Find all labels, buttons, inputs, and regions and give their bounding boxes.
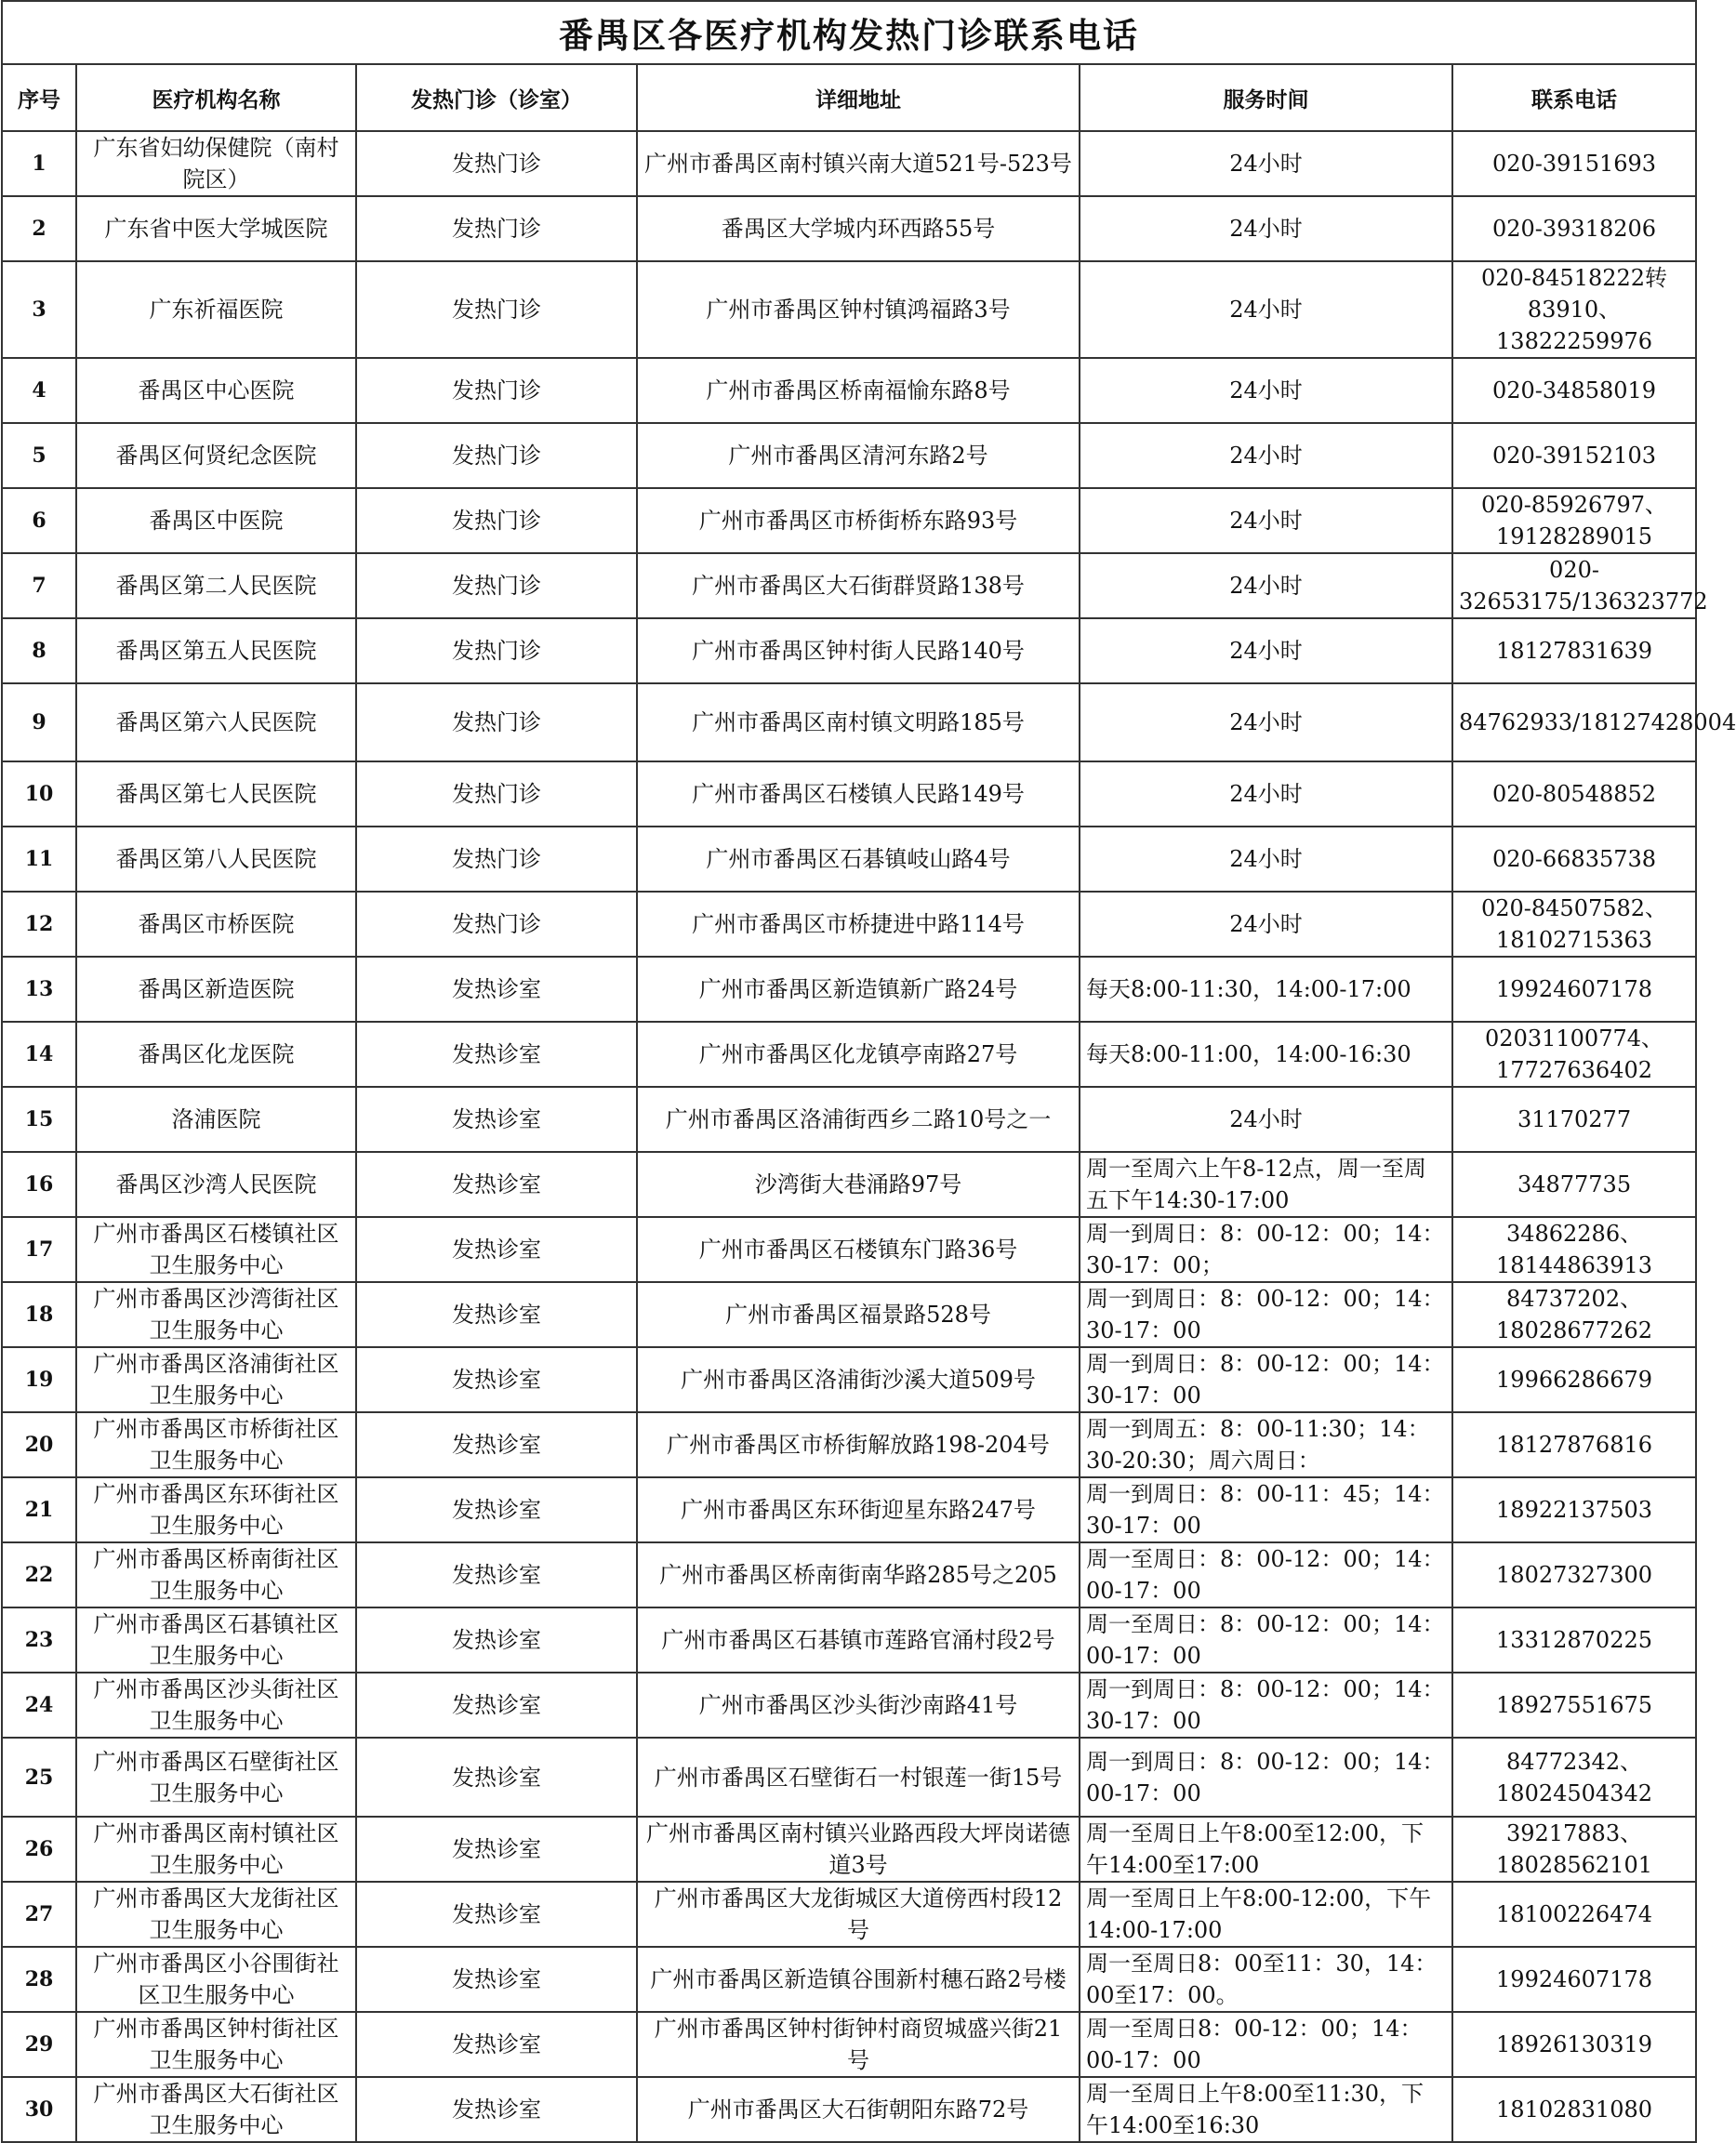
table-row	[2, 358, 1696, 423]
cell-address: 广州市番禺区新造镇谷围新村穗石路2号楼	[637, 1947, 1080, 2012]
column-header-hours: 服务时间	[1080, 64, 1452, 131]
table-row	[2, 1347, 1696, 1412]
cell-address: 广州市番禺区石楼镇人民路149号	[637, 761, 1080, 827]
cell-hours: 周一到周日：8：00-12：00；14：30-17：00；	[1080, 1217, 1452, 1282]
cell-name: 广州市番禺区小谷围街社区卫生服务中心	[76, 1947, 356, 2012]
cell-name: 广州市番禺区洛浦街社区卫生服务中心	[76, 1347, 356, 1412]
column-header-address: 详细地址	[637, 64, 1080, 131]
cell-no: 11	[2, 827, 76, 892]
table-row	[2, 553, 1696, 618]
cell-phone: 34877735	[1452, 1152, 1696, 1217]
table-row	[2, 1947, 1696, 2012]
table-row	[2, 957, 1696, 1022]
cell-phone: 020-66835738	[1452, 827, 1696, 892]
table-row	[2, 131, 1696, 196]
cell-phone: 19966286679	[1452, 1347, 1696, 1412]
cell-no: 3	[2, 261, 76, 358]
cell-hours: 周一至周日：8：00-12：00；14：00-17：00	[1080, 1607, 1452, 1673]
cell-phone: 31170277	[1452, 1087, 1696, 1152]
cell-no: 29	[2, 2012, 76, 2077]
cell-no: 27	[2, 1882, 76, 1947]
cell-no: 17	[2, 1217, 76, 1282]
cell-name: 广州市番禺区石壁街社区卫生服务中心	[76, 1738, 356, 1817]
cell-clinic: 发热诊室	[356, 1882, 637, 1947]
cell-clinic: 发热诊室	[356, 1217, 637, 1282]
cell-name: 广州市番禺区石碁镇社区卫生服务中心	[76, 1607, 356, 1673]
cell-phone: 18127831639	[1452, 618, 1696, 683]
cell-no: 9	[2, 683, 76, 761]
cell-name: 广东省中医大学城医院	[76, 196, 356, 261]
cell-clinic: 发热诊室	[356, 1087, 637, 1152]
cell-clinic: 发热诊室	[356, 1738, 637, 1817]
table-row	[2, 1282, 1696, 1347]
cell-clinic: 发热门诊	[356, 423, 637, 488]
cell-no: 6	[2, 488, 76, 553]
column-header-phone: 联系电话	[1452, 64, 1696, 131]
fever-clinic-table	[1, 0, 1736, 2143]
cell-address: 广州市番禺区钟村镇鸿福路3号	[637, 261, 1080, 358]
cell-address: 广州市番禺区新造镇新广路24号	[637, 957, 1080, 1022]
cell-hours: 每天8:00-11:30，14:00-17:00	[1080, 957, 1452, 1022]
cell-no: 16	[2, 1152, 76, 1217]
column-header-clinic: 发热门诊（诊室）	[356, 64, 637, 131]
cell-phone: 020-39152103	[1452, 423, 1696, 488]
cell-hours: 24小时	[1080, 618, 1452, 683]
cell-address: 广州市番禺区市桥捷进中路114号	[637, 892, 1080, 957]
cell-hours: 周一至周日8：00-12：00；14：00-17：00	[1080, 2012, 1452, 2077]
cell-no: 10	[2, 761, 76, 827]
cell-address: 广州市番禺区南村镇文明路185号	[637, 683, 1080, 761]
cell-hours: 24小时	[1080, 761, 1452, 827]
cell-hours: 周一到周日：8：00-12：00；14：00-17：00	[1080, 1738, 1452, 1817]
cell-no: 24	[2, 1673, 76, 1738]
cell-clinic: 发热诊室	[356, 1607, 637, 1673]
cell-name: 番禺区第七人民医院	[76, 761, 356, 827]
cell-address: 广州市番禺区大石街群贤路138号	[637, 553, 1080, 618]
table-row	[2, 1412, 1696, 1477]
cell-no: 4	[2, 358, 76, 423]
cell-no: 26	[2, 1817, 76, 1882]
cell-hours: 24小时	[1080, 827, 1452, 892]
cell-clinic: 发热门诊	[356, 827, 637, 892]
cell-name: 番禺区第六人民医院	[76, 683, 356, 761]
cell-hours: 24小时	[1080, 892, 1452, 957]
cell-hours: 周一到周日：8：00-12：00；14：30-17：00	[1080, 1282, 1452, 1347]
cell-name: 番禺区中心医院	[76, 358, 356, 423]
table-row	[2, 488, 1696, 553]
cell-name: 广州市番禺区沙头街社区卫生服务中心	[76, 1673, 356, 1738]
cell-name: 广州市番禺区东环街社区卫生服务中心	[76, 1477, 356, 1542]
cell-address: 广州市番禺区石楼镇东门路36号	[637, 1217, 1080, 1282]
cell-phone: 020-39151693	[1452, 131, 1696, 196]
table-row	[2, 827, 1696, 892]
table-row	[2, 196, 1696, 261]
cell-address: 广州市番禺区洛浦街西乡二路10号之一	[637, 1087, 1080, 1152]
cell-address: 广州市番禺区钟村街人民路140号	[637, 618, 1080, 683]
table-body	[2, 131, 1736, 2142]
cell-clinic: 发热诊室	[356, 1347, 637, 1412]
cell-phone: 84737202、18028677262	[1452, 1282, 1696, 1347]
cell-clinic: 发热门诊	[356, 683, 637, 761]
cell-name: 广州市番禺区石楼镇社区卫生服务中心	[76, 1217, 356, 1282]
cell-phone: 020-84518222转83910、13822259976	[1452, 261, 1696, 358]
cell-name: 番禺区第五人民医院	[76, 618, 356, 683]
cell-address: 广州市番禺区石碁镇市莲路官涌村段2号	[637, 1607, 1080, 1673]
cell-no: 7	[2, 553, 76, 618]
cell-name: 番禺区沙湾人民医院	[76, 1152, 356, 1217]
cell-hours: 24小时	[1080, 683, 1452, 761]
cell-phone: 18102831080	[1452, 2077, 1696, 2142]
cell-phone: 020-85926797、19128289015	[1452, 488, 1696, 553]
cell-address: 广州市番禺区沙头街沙南路41号	[637, 1673, 1080, 1738]
cell-hours: 周一至周日上午8:00至11:30，下午14:00至16:30	[1080, 2077, 1452, 2142]
cell-no: 1	[2, 131, 76, 196]
cell-no: 13	[2, 957, 76, 1022]
table-row	[2, 1022, 1696, 1087]
cell-address: 广州市番禺区石碁镇岐山路4号	[637, 827, 1080, 892]
cell-phone: 020-39318206	[1452, 196, 1696, 261]
cell-name: 广州市番禺区钟村街社区卫生服务中心	[76, 2012, 356, 2077]
cell-clinic: 发热门诊	[356, 488, 637, 553]
cell-phone: 19924607178	[1452, 957, 1696, 1022]
cell-hours: 24小时	[1080, 261, 1452, 358]
cell-address: 广州市番禺区清河东路2号	[637, 423, 1080, 488]
table-row	[2, 1477, 1696, 1542]
cell-address: 广州市番禺区化龙镇亭南路27号	[637, 1022, 1080, 1087]
cell-hours: 每天8:00-11:00，14:00-16:30	[1080, 1022, 1452, 1087]
cell-hours: 24小时	[1080, 1087, 1452, 1152]
cell-hours: 24小时	[1080, 488, 1452, 553]
cell-hours: 周一至周日8：00至11：30，14：00至17：00。	[1080, 1947, 1452, 2012]
cell-phone: 020-84507582、18102715363	[1452, 892, 1696, 957]
cell-name: 番禺区化龙医院	[76, 1022, 356, 1087]
cell-phone: 13312870225	[1452, 1607, 1696, 1673]
cell-clinic: 发热门诊	[356, 131, 637, 196]
cell-no: 19	[2, 1347, 76, 1412]
table-row	[2, 1882, 1696, 1947]
cell-clinic: 发热诊室	[356, 1412, 637, 1477]
cell-no: 25	[2, 1738, 76, 1817]
cell-name: 番禺区何贤纪念医院	[76, 423, 356, 488]
cell-hours: 24小时	[1080, 196, 1452, 261]
cell-address: 广州市番禺区石壁街石一村银莲一街15号	[637, 1738, 1080, 1817]
cell-phone: 18100226474	[1452, 1882, 1696, 1947]
cell-no: 12	[2, 892, 76, 957]
cell-hours: 24小时	[1080, 553, 1452, 618]
table-row	[2, 1673, 1696, 1738]
cell-name: 洛浦医院	[76, 1087, 356, 1152]
cell-phone: 84762933/18127428004	[1452, 683, 1696, 761]
cell-no: 23	[2, 1607, 76, 1673]
cell-name: 番禺区第八人民医院	[76, 827, 356, 892]
cell-phone: 84772342、18024504342	[1452, 1738, 1696, 1817]
cell-name: 广州市番禺区桥南街社区卫生服务中心	[76, 1542, 356, 1607]
cell-hours: 周一至周六上午8-12点，周一至周五下午14:30-17:00	[1080, 1152, 1452, 1217]
table-row	[2, 1217, 1696, 1282]
cell-address: 广州市番禺区福景路528号	[637, 1282, 1080, 1347]
table-row	[2, 423, 1696, 488]
cell-clinic: 发热诊室	[356, 1817, 637, 1882]
cell-name: 广州市番禺区南村镇社区卫生服务中心	[76, 1817, 356, 1882]
cell-name: 广东省妇幼保健院（南村院区）	[76, 131, 356, 196]
cell-address: 番禺区大学城内环西路55号	[637, 196, 1080, 261]
cell-clinic: 发热门诊	[356, 196, 637, 261]
cell-clinic: 发热门诊	[356, 618, 637, 683]
cell-no: 2	[2, 196, 76, 261]
table-row	[2, 761, 1696, 827]
cell-no: 18	[2, 1282, 76, 1347]
cell-clinic: 发热诊室	[356, 1673, 637, 1738]
table-row	[2, 261, 1696, 358]
cell-name: 广州市番禺区大石街社区卫生服务中心	[76, 2077, 356, 2142]
cell-no: 28	[2, 1947, 76, 2012]
table-row	[2, 892, 1696, 957]
cell-address: 沙湾街大巷涌路97号	[637, 1152, 1080, 1217]
cell-hours: 24小时	[1080, 423, 1452, 488]
cell-hours: 周一到周日：8：00-12：00；14：30-17：00	[1080, 1347, 1452, 1412]
cell-address: 广州市番禺区东环街迎星东路247号	[637, 1477, 1080, 1542]
cell-phone: 18926130319	[1452, 2012, 1696, 2077]
cell-clinic: 发热诊室	[356, 957, 637, 1022]
column-header-no: 序号	[2, 64, 76, 131]
table-row	[2, 1607, 1696, 1673]
cell-phone: 18027327300	[1452, 1542, 1696, 1607]
cell-clinic: 发热诊室	[356, 1542, 637, 1607]
cell-address: 广州市番禺区南村镇兴南大道521号-523号	[637, 131, 1080, 196]
cell-clinic: 发热门诊	[356, 261, 637, 358]
cell-phone: 18127876816	[1452, 1412, 1696, 1477]
table-row	[2, 1152, 1696, 1217]
cell-phone: 020-32653175/136323772	[1452, 553, 1696, 618]
cell-phone: 02031100774、17727636402	[1452, 1022, 1696, 1087]
table-row	[2, 2012, 1696, 2077]
cell-hours: 周一至周日：8：00-12：00；14：00-17：00	[1080, 1542, 1452, 1607]
table-row	[2, 2077, 1696, 2142]
cell-address: 广州市番禺区钟村街钟村商贸城盛兴街21号	[637, 2012, 1080, 2077]
cell-no: 8	[2, 618, 76, 683]
header-row	[2, 64, 1696, 131]
column-header-name: 医疗机构名称	[76, 64, 356, 131]
table-row	[2, 683, 1696, 761]
cell-no: 20	[2, 1412, 76, 1477]
cell-address: 广州市番禺区桥南街南华路285号之205	[637, 1542, 1080, 1607]
cell-no: 5	[2, 423, 76, 488]
cell-address: 广州市番禺区市桥街桥东路93号	[637, 488, 1080, 553]
cell-address: 广州市番禺区桥南福愉东路8号	[637, 358, 1080, 423]
cell-clinic: 发热诊室	[356, 1947, 637, 2012]
table-row	[2, 1817, 1696, 1882]
cell-clinic: 发热诊室	[356, 1022, 637, 1087]
table-row	[2, 1087, 1696, 1152]
cell-phone: 19924607178	[1452, 1947, 1696, 2012]
cell-name: 番禺区中医院	[76, 488, 356, 553]
table-row	[2, 1738, 1696, 1817]
cell-hours: 周一到周日：8：00-12：00；14：30-17：00	[1080, 1673, 1452, 1738]
cell-phone: 020-34858019	[1452, 358, 1696, 423]
table-title: 番禺区各医疗机构发热门诊联系电话	[2, 1, 1696, 64]
table-row	[2, 1542, 1696, 1607]
cell-clinic: 发热门诊	[356, 553, 637, 618]
cell-hours: 周一至周日上午8:00至12:00，下午14:00至17:00	[1080, 1817, 1452, 1882]
cell-hours: 24小时	[1080, 131, 1452, 196]
cell-phone: 18927551675	[1452, 1673, 1696, 1738]
cell-phone: 34862286、18144863913	[1452, 1217, 1696, 1282]
cell-clinic: 发热诊室	[356, 2012, 637, 2077]
cell-clinic: 发热门诊	[356, 892, 637, 957]
cell-no: 21	[2, 1477, 76, 1542]
cell-address: 广州市番禺区南村镇兴业路西段大坪岗诺德道3号	[637, 1817, 1080, 1882]
cell-clinic: 发热诊室	[356, 1477, 637, 1542]
cell-address: 广州市番禺区市桥街解放路198-204号	[637, 1412, 1080, 1477]
cell-address: 广州市番禺区洛浦街沙溪大道509号	[637, 1347, 1080, 1412]
cell-clinic: 发热门诊	[356, 761, 637, 827]
cell-phone: 020-80548852	[1452, 761, 1696, 827]
cell-no: 15	[2, 1087, 76, 1152]
cell-clinic: 发热门诊	[356, 358, 637, 423]
cell-clinic: 发热诊室	[356, 2077, 637, 2142]
cell-hours: 周一到周五：8：00-11:30；14：30-20:30；周六周日：	[1080, 1412, 1452, 1477]
cell-no: 22	[2, 1542, 76, 1607]
cell-hours: 周一至周日上午8:00-12:00，下午14:00-17:00	[1080, 1882, 1452, 1947]
cell-phone: 39217883、18028562101	[1452, 1817, 1696, 1882]
cell-name: 广东祈福医院	[76, 261, 356, 358]
cell-clinic: 发热诊室	[356, 1282, 637, 1347]
cell-no: 30	[2, 2077, 76, 2142]
cell-hours: 24小时	[1080, 358, 1452, 423]
table-row	[2, 618, 1696, 683]
cell-address: 广州市番禺区大龙街城区大道傍西村段12号	[637, 1882, 1080, 1947]
cell-name: 广州市番禺区大龙街社区卫生服务中心	[76, 1882, 356, 1947]
cell-name: 番禺区第二人民医院	[76, 553, 356, 618]
cell-clinic: 发热诊室	[356, 1152, 637, 1217]
cell-name: 番禺区新造医院	[76, 957, 356, 1022]
cell-phone: 18922137503	[1452, 1477, 1696, 1542]
cell-name: 广州市番禺区市桥街社区卫生服务中心	[76, 1412, 356, 1477]
cell-hours: 周一到周日：8：00-11：45；14：30-17：00	[1080, 1477, 1452, 1542]
cell-name: 番禺区市桥医院	[76, 892, 356, 957]
cell-address: 广州市番禺区大石街朝阳东路72号	[637, 2077, 1080, 2142]
cell-name: 广州市番禺区沙湾街社区卫生服务中心	[76, 1282, 356, 1347]
cell-no: 14	[2, 1022, 76, 1087]
